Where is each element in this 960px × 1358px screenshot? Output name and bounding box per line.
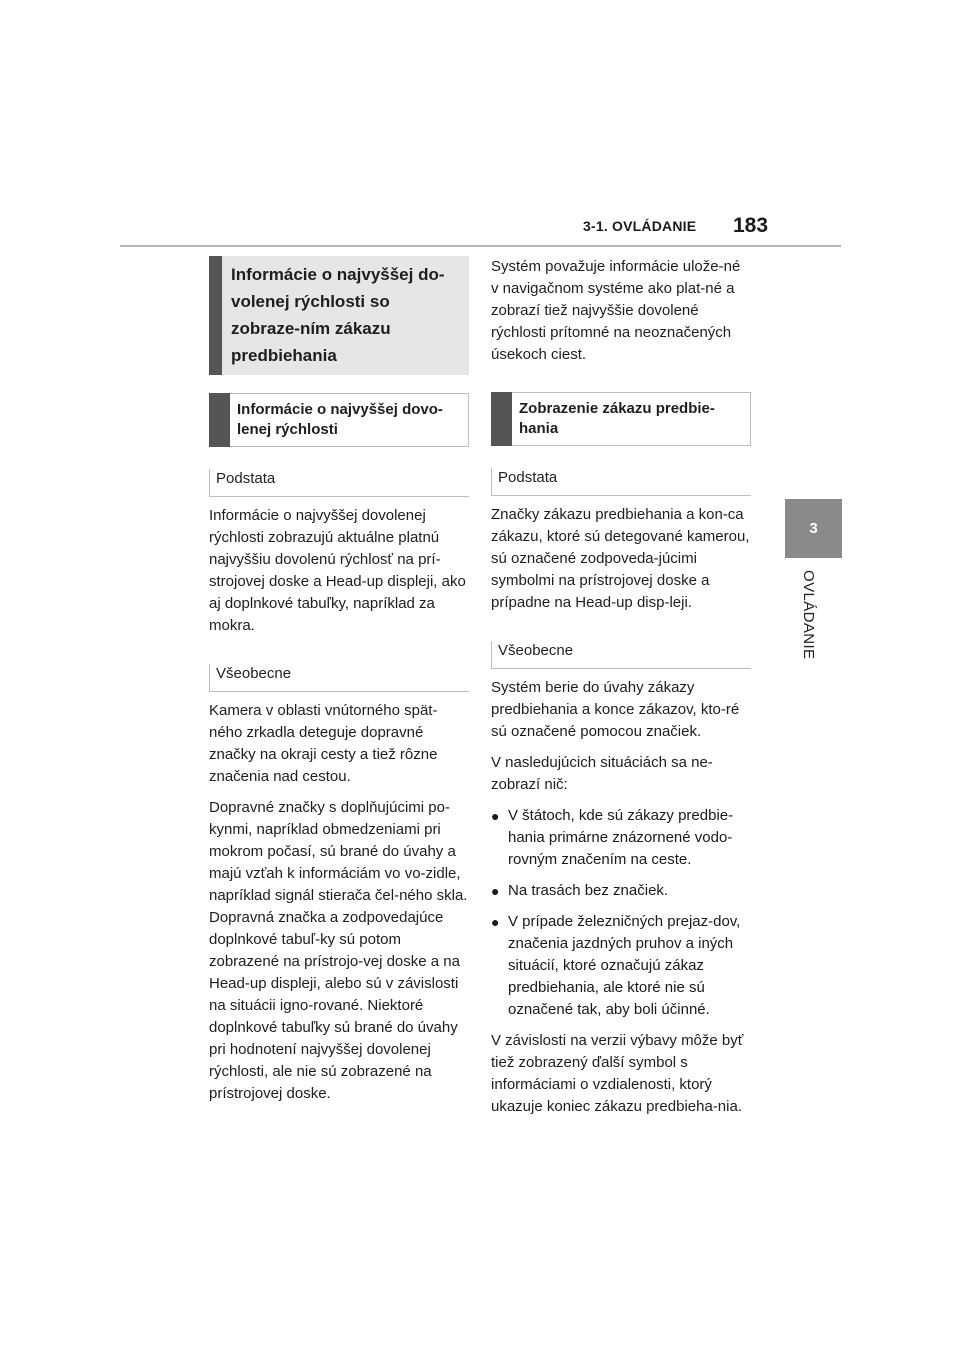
list-item (491, 911, 751, 1021)
minor-heading-podstata: Podstata (491, 468, 751, 496)
bullet-icon: ● (491, 883, 500, 899)
chapter-number: 3 (809, 520, 818, 537)
main-heading: Informácie o najvyššej do-volenej rýchlosti so zobraze-ním zákazu predbiehania (209, 256, 469, 375)
paragraph: Dopravné značky s doplňujúcimi po-kynmi, napríklad obmedzeniami pri mokrom počasí, sú brané do úvahy a majú vzťah k informáciám vo vo-zidle, napríklad signál stierača čel-ného skla. Dopravná značka a zodpovedajúce doplnkové tabuľ-ky sú potom zobrazené na prístrojo-vej doske a na Head-up displeji, alebo sú v závislosti na situácii igno-rované. Niektoré doplnkové tabuľky sú brané do úvahy pri hodnotení najvyššej dovolenej rýchlosti, ale nie sú zobrazené na prístrojovej doske. (209, 799, 468, 1102)
minor-heading-vseobecne: Všeobecne (491, 641, 751, 669)
paragraph: V závislosti na verzii výbavy môže byť tiež zobrazený ďalší symbol s informáciami o vzdialenosti, ktorý ukazuje koniec zákazu predbieha-nia. (491, 1032, 744, 1115)
paragraph: Systém považuje informácie ulože-né v navigačnom systéme ako plat-né a zobrazí tiež najvyššie dovolené rýchlosti prítomné na neoznačených úsekoch ciest. (491, 258, 741, 363)
sub-heading-speed-info: Informácie o najvyššej dovo-lenej rýchlosti (209, 393, 469, 447)
minor-heading-vseobecne: Všeobecne (209, 664, 469, 692)
list-item-text: V štátoch, kde sú zákazy predbie-hania primárne znázornené vodo-rovným značením na ceste. (508, 807, 734, 868)
chapter-tab (785, 499, 842, 558)
paragraph: Informácie o najvyššej dovolenej rýchlosti zobrazujú aktuálne platnú najvyššiu dovolenú rýchlosť na prí-strojovej doske a Head-up displeji, ako aj doplnkové tabuľky, napríklad za mokra. (209, 507, 466, 634)
list-item-text: V prípade železničných prejaz-dov, značenia jazdných pruhov a iných situácií, ktoré označujú zákaz predbiehania, ale ktoré nie sú označené tak, aby boli účinné. (508, 913, 741, 1018)
right-column (491, 256, 751, 1118)
paragraph: V nasledujúcich situáciách sa ne-zobrazí nič: (491, 754, 713, 793)
chapter-label: OVLÁDANIE (800, 570, 817, 660)
sub-heading-overtaking: Zobrazenie zákazu predbie-hania (491, 392, 751, 446)
bullet-icon: ● (491, 914, 500, 930)
list-item (491, 805, 751, 871)
header-divider (120, 245, 841, 247)
bullet-icon: ● (491, 808, 500, 824)
minor-heading-podstata: Podstata (209, 469, 469, 497)
list-item (491, 880, 751, 902)
paragraph: Značky zákazu predbiehania a kon-ca zákazu, ktoré sú detegované kamerou, sú označené zodpoveda-júcimi symbolmi na prístrojovej doske a prípadne na Head-up disp-leji. (491, 506, 750, 611)
section-title: 3-1. OVLÁDANIE (583, 218, 697, 234)
left-column (209, 256, 469, 1105)
page-number: 183 (733, 214, 769, 237)
paragraph: Systém berie do úvahy zákazy predbiehania a konce zákazov, kto-ré sú označené pomocou značiek. (491, 679, 740, 740)
list-item-text: Na trasách bez značiek. (508, 882, 669, 899)
paragraph: Kamera v oblasti vnútorného spät-ného zrkadla deteguje dopravné značky na okraji cesty a tiež rôzne značenia nad cestou. (209, 702, 438, 785)
